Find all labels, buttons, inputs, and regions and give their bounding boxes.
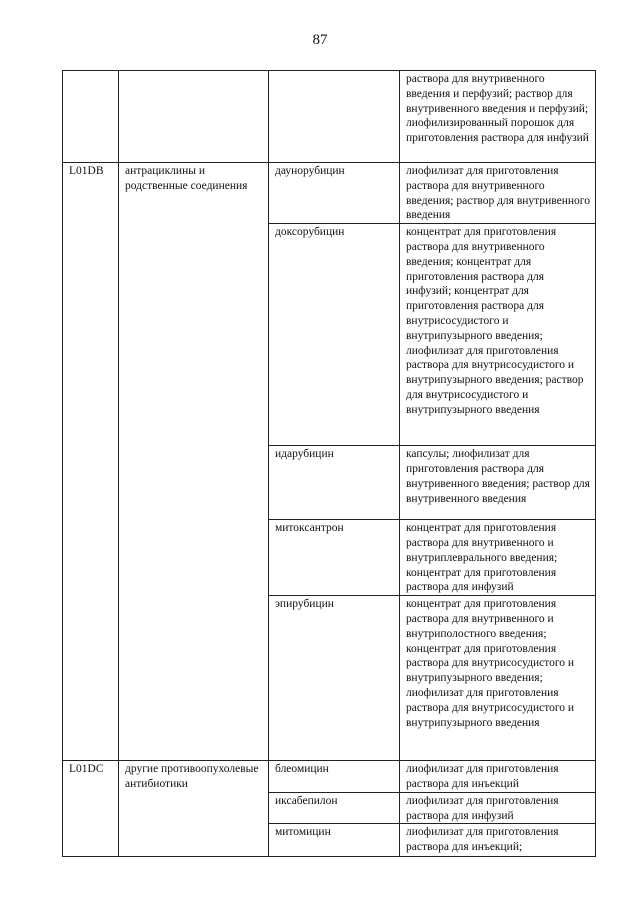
table-row [63,761,596,793]
drug-name-cell: эпирубицин [269,596,400,761]
drug-name-cell [269,71,400,163]
dosage-forms-cell: лиофилизат для приготовления раствора для инфузий [400,792,596,824]
atc-code-cell [63,71,119,163]
dosage-forms-cell: лиофилизат для приготовления раствора для инъекций [400,761,596,793]
drug-name-cell: митомицин [269,824,400,857]
table-row [63,163,596,224]
dosage-forms-cell: концентрат для приготовления раствора для внутривенного и внутриполостного введения; концентрат для приготовления раствора для внутрисосудистого и внутрипузырного введения; лиофилизат для приготовления раствора для внутрисосудистого и внутрипузырного введения [400,596,596,761]
drug-name-cell: идарубицин [269,446,400,520]
drug-name-cell: даунорубицин [269,163,400,224]
table-row [63,71,596,163]
dosage-forms-cell: раствора для внутривенного введения и перфузий; раствор для внутривенного введения и перфузий; лиофилизированный порошок для приготовления раствора для инфузий [400,71,596,163]
dosage-forms-cell: капсулы; лиофилизат для приготовления раствора для внутривенного введения; раствор для внутривенного введения [400,446,596,520]
page-number: 87 [312,32,328,48]
drug-name-cell: митоксантрон [269,520,400,596]
drug-name-cell: иксабепилон [269,792,400,824]
dosage-forms-cell: концентрат для приготовления раствора для внутривенного введения; концентрат для приготовления раствора для инфузий; концентрат для приготовления раствора для внутрисосудистого и внутрипузырного введения; лиофилизат для приготовления раствора для внутрисосудистого и внутрипузырного введения; раствор для внутрисосудистого и внутрипузырного введения [400,224,596,446]
group-cell: антрациклины и родственные соединения [119,163,269,761]
dosage-forms-cell: концентрат для приготовления раствора для внутривенного и внутриплеврального введения; концентрат для приготовления раствора для инфузий [400,520,596,596]
dosage-forms-cell: лиофилизат для приготовления раствора для внутривенного введения; раствор для внутривенного введения [400,163,596,224]
dosage-forms-cell: лиофилизат для приготовления раствора для инъекций; [400,824,596,857]
group-cell [119,71,269,163]
drug-table [62,70,596,857]
group-cell: другие противоопухолевые антибиотики [119,761,269,857]
drug-name-cell: доксорубицин [269,224,400,446]
drug-name-cell: блеомицин [269,761,400,793]
atc-code-cell: L01DC [63,761,119,857]
atc-code-cell: L01DB [63,163,119,761]
